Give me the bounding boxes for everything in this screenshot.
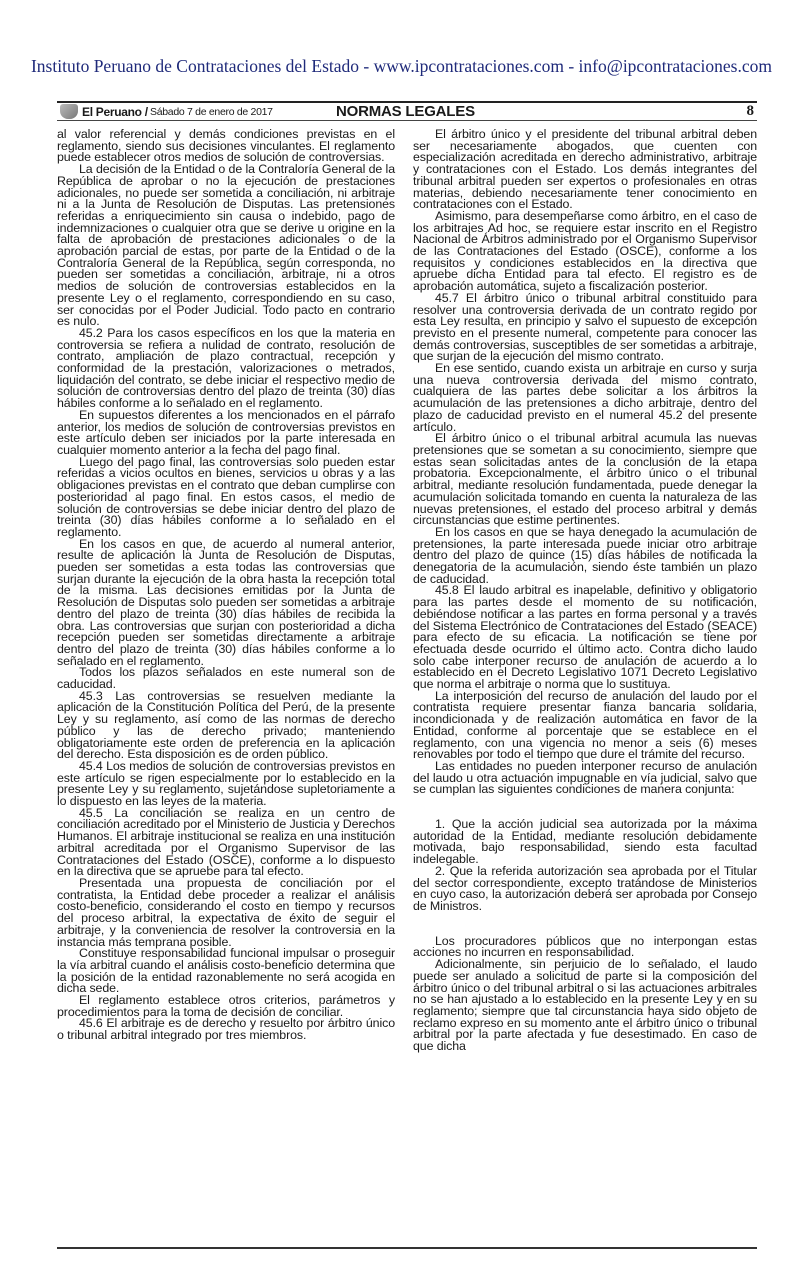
paragraph: Presentada una propuesta de conciliación por el contratista, la Entidad debe proceder a realizar el análisis costo-beneficio, considerando el costo en tiempo y recursos del proceso arbitral, la expectativa de éxito de seguir el arbitraje, y la conveniencia de resolver la controversia en la instancia más temprana posible. [57, 876, 395, 949]
paragraph: Luego del pago final, las controversias solo pueden estar referidas a vicios ocultos en bienes, servicios u obras y a las obligaciones previstas en el contrato que deban cumplirse con posterioridad al pago final. En estos casos, el medio de solución de controversias se debe iniciar dentro del plazo de treinta (30) días hábiles conforme a lo señalado en el reglamento. [57, 454, 395, 539]
el-peruano-crest-icon [60, 104, 78, 119]
paragraph: 45.5 La conciliación se realiza en un centro de conciliación acreditado por el Ministerio de Justicia y Derechos Humanos. El arbitraje institucional se realiza en una institución arbitral acreditada por el Organismo Supervisor de las Contrataciones del Estado (OSCE), conforme a lo dispuesto en la directiva que se apruebe para tal efecto. [57, 805, 395, 879]
list-item: 2. Que la referida autorización sea aprobada por el Titular del sector correspondiente, excepto tratándose de Ministerios en cuyo caso, la autorización deberá ser aprobada por Consejo de Ministros. [413, 863, 757, 913]
right-column [413, 129, 757, 1053]
left-column [57, 129, 395, 1042]
paragraph: En los casos en que, de acuerdo al numeral anterior, resulte de aplicación la Junta de Resolución de Disputas, pueden ser sometidas a esta todas las controversias que surjan durante la ejecución de la obra hasta la recepción total de la misma. Las decisiones emitidas por la Junta de Resolución de Disputas solo pueden ser sometidas a arbitraje dentro del plazo de treinta (30) días hábiles de recibida la obra. Las controversias que surjan con posterioridad a dicha recepción pueden ser sometidas directamente a arbitraje dentro del plazo de treinta (30) días hábiles conforme a lo señalado en el reglamento. [57, 536, 395, 668]
paragraph: La interposición del recurso de anulación del laudo por el contratista requiere presentar fianza bancaria solidaria, incondicionada y de realización automática en favor de la Entidad, conforme al porcentaje que se establece en el reglamento, con una vigencia no menor a seis (6) meses renovables por todo el tiempo que dure el trámite del recurso. [413, 688, 757, 762]
newspaper-name: El Peruano / [82, 105, 148, 119]
paragraph: 45.6 El arbitraje es de derecho y resuelto por árbitro único o tribunal arbitral integrado por tres miembros. [57, 1016, 395, 1043]
paragraph: La decisión de la Entidad o de la Contraloría General de la República de aprobar o no la ejecución de prestaciones adicionales, no puede ser sometida a conciliación, ni arbitraje ni a la Junta de Resolución de Disputas. Las pretensiones referidas a enriquecimiento sin causa o indebido, pago de indemnizaciones o cualquier otra que se derive u origine en la falta de aprobación de prestaciones adicionales o de la aprobación parcial de estas, por parte de la Entidad o de la Contraloría General de la República, según corresponda, no pueden ser sometidas a conciliación, arbitraje, ni a otros medios de solución de controversias establecidos en la presente Ley o el reglamento, correspondiendo en su caso, ser conocidas por el Poder Judicial. Todo pacto en contrario es nulo. [57, 162, 395, 329]
paragraph: Asimismo, para desempeñarse como árbitro, en el caso de los arbitrajes Ad hoc, se requiere estar inscrito en el Registro Nacional de Árbitros administrado por el Organismo Supervisor de las Contrataciones del Estado (OSCE), conforme a los requisitos y condiciones establecidos en la directiva que apruebe dicha Entidad para tal efecto. El registro es de aprobación automática, sujeto a fiscalización posterior. [413, 208, 757, 294]
paragraph: al valor referencial y demás condiciones previstas en el reglamento, siendo sus decisiones vinculantes. El reglamento puede establecer otros medios de solución de controversias. [57, 127, 395, 165]
page-number: 8 [746, 103, 754, 119]
paragraph: El reglamento establece otros criterios, parámetros y procedimientos para la toma de decisión de conciliar. [57, 993, 395, 1019]
paragraph: Todos los plazos señalados en este numeral son de caducidad. [57, 665, 395, 692]
paragraph: El árbitro único o el tribunal arbitral acumula las nuevas pretensiones que se sometan a su conocimiento, siempre que estas sean solicitadas antes de la conclusión de la etapa probatoria. Excepcionalmente, el árbitro único o el tribunal arbitral, mediante resolución fundamentada, puede denegar la acumulación solicitada tomando en cuenta la naturaleza de las nuevas pretensiones, el estado del proceso arbitral y demás circunstancias que estime pertinentes. [413, 431, 757, 528]
list-item: 1. Que la acción judicial sea autorizada por la máxima autoridad de la Entidad, mediante resolución debidamente motivada, bajo responsabilidad, siendo esta facultad indelegable. [413, 817, 757, 867]
issue-date: Sábado 7 de enero de 2017 [150, 106, 273, 118]
page-header [60, 104, 754, 120]
paragraph: Constituye responsabilidad funcional impulsar o proseguir la vía arbitral cuando el análisis costo-beneficio determina que la posición de la entidad razonablemente no será acogida en dicha sede. [57, 946, 395, 996]
paragraph: Adicionalmente, sin perjuicio de lo señalado, el laudo puede ser anulado a solicitud de parte si la composición del árbitro único o del tribunal arbitral o si las actuaciones arbitrales no se han ajustado a lo establecido en la presente Ley y en su reglamento; siempre que tal circunstancia haya sido objeto de reclamo expreso en su momento ante el árbitro único o tribunal arbitral por la parte afectada y fue desestimado. En caso de que dicha [413, 957, 757, 1054]
paragraph: 45.8 El laudo arbitral es inapelable, definitivo y obligatorio para las partes desde el momento de su notificación, debiéndose notificar a las partes en forma personal y a través del Sistema Electrónico de Contrataciones del Estado (SEACE) para efecto de su eficacia. La notificación se tiene por efectuada desde ocurrido el último acto. Contra dicho laudo solo cabe interponer recurso de anulación de acuerdo a lo establecido en el Decreto Legislativo 1071 Decreto Legislativo que norma el arbitraje o norma que lo sustituya. [413, 583, 757, 692]
paragraph: 45.3 Las controversias se resuelven mediante la aplicación de la Constitución Política del Perú, de la presente Ley y su reglamento, así como de las normas de derecho público y las de derecho privado; manteniendo obligatoriamente este orden de preferencia en la aplicación del derecho. Esta disposición es de orden público. [57, 688, 395, 762]
paragraph: En supuestos diferentes a los mencionados en el párrafo anterior, los medios de solución de controversias previstos en este artículo deben ser iniciados por la parte interesada en cualquier momento anterior a la fecha del pago final. [57, 407, 395, 457]
paragraph: En los casos en que se haya denegado la acumulación de pretensiones, la parte interesada puede iniciar otro arbitraje dentro del plazo de quince (15) días hábiles de notificada la denegatoria de la acumulación, siendo éste también un plazo de caducidad. [413, 524, 757, 586]
paragraph: Los procuradores públicos que no interpongan estas acciones no incurren en responsabilidad. [413, 933, 757, 960]
site-banner: Instituto Peruano de Contrataciones del Estado - www.ipcontrataciones.com - info@ipcontrataciones.com [30, 56, 772, 76]
section-title: NORMAS LEGALES [336, 103, 475, 120]
paragraph: El árbitro único y el presidente del tribunal arbitral deben ser necesariamente abogados, que cuenten con especialización acreditada en derecho administrativo, arbitraje y contrataciones con el Estado. Los demás integrantes del tribunal arbitral pueden ser expertos o profesionales en otras materias, debiendo necesariamente tener conocimiento en contrataciones con el Estado. [413, 127, 757, 212]
paragraph: 45.7 El árbitro único o tribunal arbitral constituido para resolver una controversia derivada de un contrato regido por esta Ley resulta, en principio y salvo el supuesto de excepción previsto en el presente numeral, competente para conocer las demás controversias, susceptibles de ser sometidas a arbitraje, que surjan de la ejecución del mismo contrato. [413, 290, 757, 364]
paragraph: 45.4 Los medios de solución de controversias previstos en este artículo se rigen especialmente por lo establecido en la presente Ley y su reglamento, sujetándose supletoriamente a lo dispuesto en las leyes de la materia. [57, 758, 395, 809]
paragraph: En ese sentido, cuando exista un arbitraje en curso y surja una nueva controversia derivada del mismo contrato, cualquiera de las partes debe solicitar a los árbitros la acumulación de las pretensiones a dicho arbitraje, dentro del plazo de caducidad previsto en el numeral 45.2 del presente artículo. [413, 361, 757, 434]
paragraph: Las entidades no pueden interponer recurso de anulación del laudo u otra actuación impugnable en vía judicial, salvo que se cumplan las siguientes condiciones de manera conjunta: [413, 758, 757, 797]
paragraph: 45.2 Para los casos específicos en los que la materia en controversia se refiera a nulidad de contrato, resolución de contrato, ampliación de plazo contractual, recepción y conformidad de la prestación, valorizaciones o metrados, liquidación del contrato, se debe iniciar el respectivo medio de solución de controversias dentro del plazo de treinta (30) días hábiles conforme a lo señalado en el reglamento. [57, 325, 395, 411]
footer-rule [57, 1247, 757, 1249]
header-bottom-rule [57, 120, 757, 121]
